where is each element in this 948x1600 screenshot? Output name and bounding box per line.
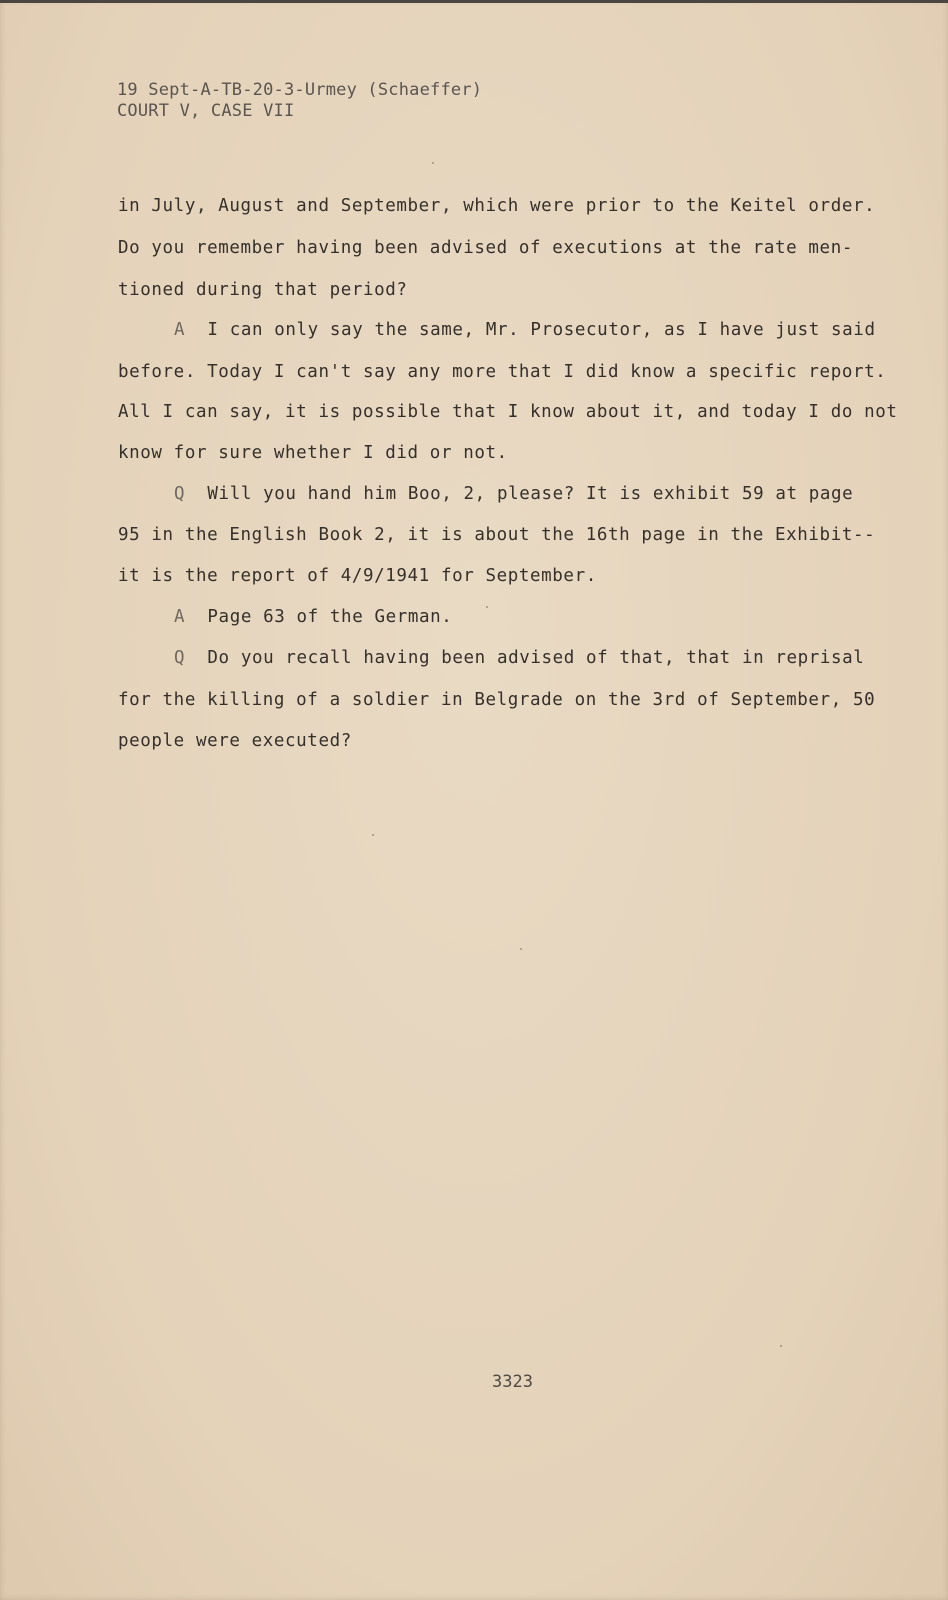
page-edge — [0, 0, 948, 3]
document-header — [117, 80, 482, 122]
line-text: Page 63 of the German. — [207, 607, 453, 627]
transcript-line: 95 in the English Book 2, it is about the 16th page in the Exhibit-- — [118, 525, 876, 545]
line-text: Do you recall having been advised of that, that in reprisal — [207, 648, 865, 668]
transcript-line: tioned during that period? — [118, 280, 408, 300]
paper-speck — [486, 606, 488, 608]
transcript-line: before. Today I can't say any more that I did know a specific report. — [118, 362, 887, 382]
transcript-line: for the killing of a soldier in Belgrade on the 3rd of September, 50 — [118, 690, 876, 710]
line-text: I can only say the same, Mr. Prosecutor, as I have just said — [207, 320, 876, 340]
paper-speck — [372, 834, 374, 836]
transcript-line: All I can say, it is possible that I know about it, and today I do not — [118, 402, 898, 422]
question-line — [118, 648, 864, 668]
page-number: 3323 — [492, 1372, 533, 1392]
header-line-2: COURT V, CASE VII — [117, 101, 295, 121]
paper-speck — [780, 1345, 782, 1347]
speaker-label: Q — [174, 648, 186, 668]
speaker-label: A — [174, 607, 186, 627]
paper-speck — [432, 162, 434, 164]
line-text: Will you hand him Boo, 2, please? It is exhibit 59 at page — [207, 484, 854, 504]
transcript-line: know for sure whether I did or not. — [118, 443, 508, 463]
transcript-line: Do you remember having been advised of executions at the rate men- — [118, 238, 853, 258]
answer-line — [118, 320, 876, 340]
question-line — [118, 484, 853, 504]
transcript-line: in July, August and September, which were prior to the Keitel order. — [118, 196, 876, 216]
transcript-line: people were executed? — [118, 731, 352, 751]
speaker-label: A — [174, 320, 186, 340]
answer-line — [118, 607, 452, 627]
header-line-1: 19 Sept-A-TB-20-3-Urmey (Schaeffer) — [117, 80, 483, 100]
transcript-line: it is the report of 4/9/1941 for September. — [118, 566, 597, 586]
speaker-label: Q — [174, 484, 186, 504]
paper-speck — [520, 948, 522, 950]
